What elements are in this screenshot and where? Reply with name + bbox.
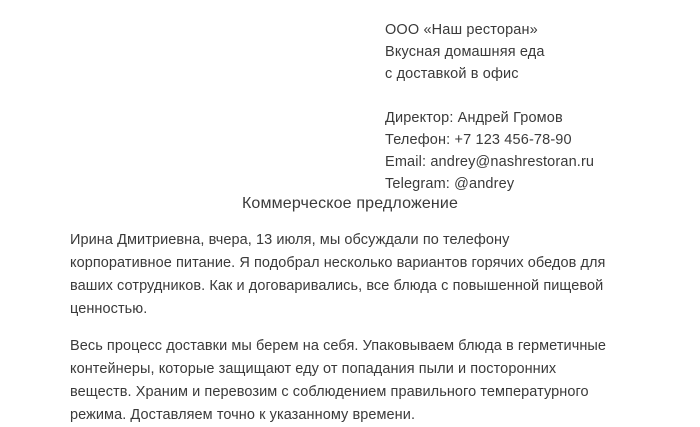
document-body: [70, 229, 615, 427]
contact-email: Email: andrey@nashrestoran.ru: [385, 154, 595, 170]
body-paragraph-1: Ирина Дмитриевна, вчера, 13 июля, мы обсуждали по телефону корпоративное питание. Я подобрал несколько вариантов горячих обедов для ваших сотрудников. Как и договаривались, все блюда с повышенной пищевой ценностью.: [70, 232, 606, 317]
company-name: ООО «Наш ресторан»: [385, 22, 538, 38]
contact-phone: Телефон: +7 123 456-78-90: [385, 132, 572, 148]
body-paragraph-2: Весь процесс доставки мы берем на себя. Упаковываем блюда в герметичные контейнеры, которые защищают еду от попадания пыли и посторонних веществ. Храним и перевозим с соблюдением правильного температурного режима. Доставляем точно к указанному времени.: [70, 338, 607, 423]
company-tagline-line-1: Вкусная домашняя еда: [385, 44, 545, 60]
contact-telegram: Telegram: @andrey: [385, 176, 515, 192]
letterhead-block: [385, 19, 685, 195]
contact-info-group: [385, 107, 685, 195]
company-tagline-line-2: с доставкой в офис: [385, 66, 519, 82]
company-info-group: [385, 19, 685, 85]
page-title: Коммерческое предложение: [241, 195, 459, 212]
contact-director: Директор: Андрей Громов: [385, 110, 563, 126]
